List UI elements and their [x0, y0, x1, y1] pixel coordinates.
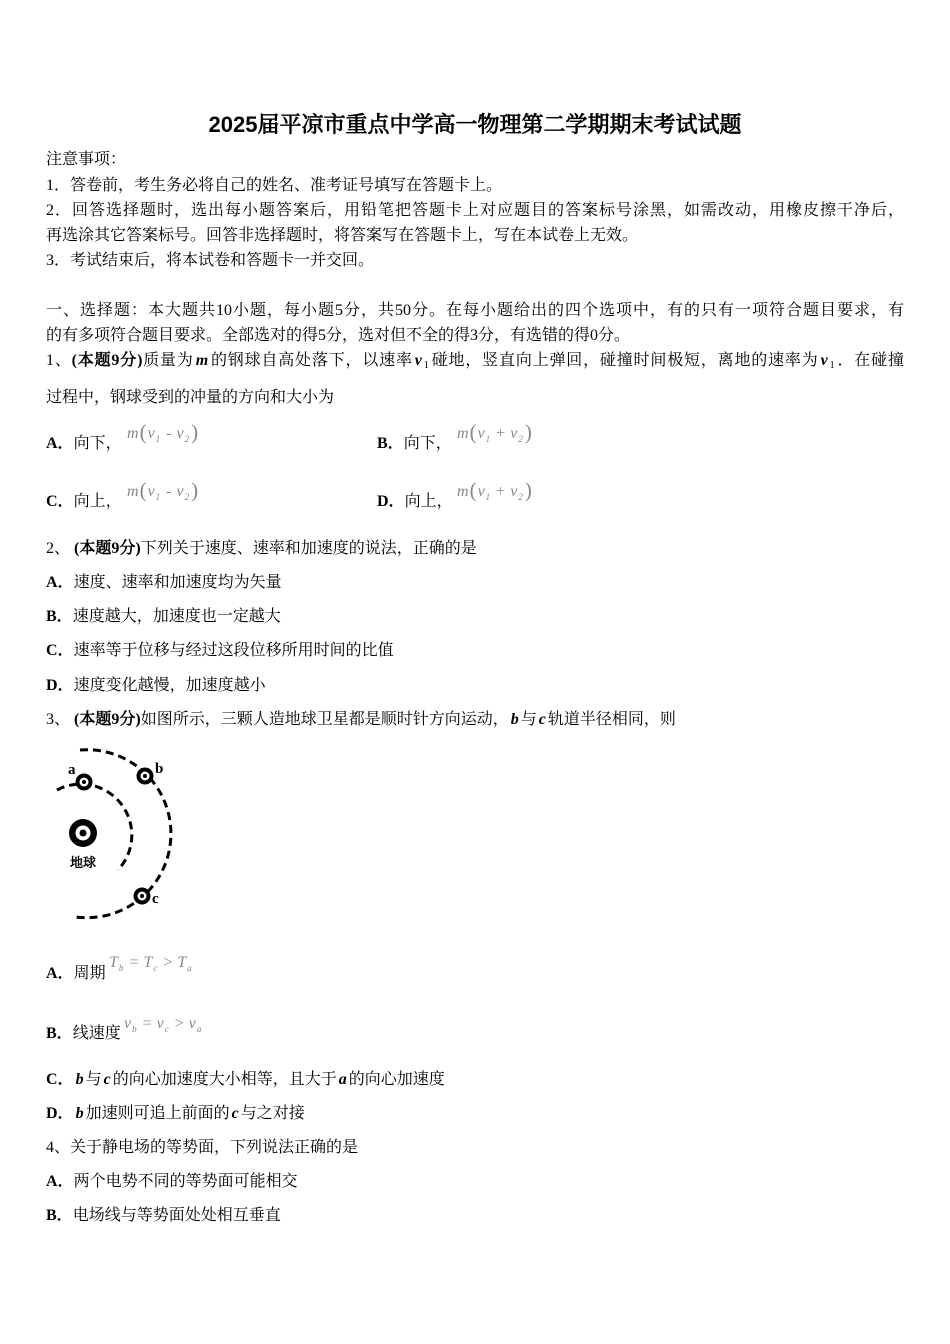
q4-option-b: [46, 1206, 281, 1226]
satellite-core: [140, 894, 144, 898]
label-a: a: [68, 762, 76, 778]
stem-text: 质量为: [142, 352, 194, 369]
option-letter: C．: [46, 493, 74, 510]
label-c: c: [152, 891, 159, 907]
formula-paren: ): [524, 420, 532, 444]
variable-c: c: [103, 1071, 111, 1088]
formula-subscript: 1: [155, 434, 161, 444]
formula-variable: T: [143, 954, 153, 971]
option-text: 周期: [73, 965, 106, 982]
formula-variable: v: [510, 425, 518, 442]
variable-v: v: [414, 352, 422, 369]
variable-c: c: [538, 711, 546, 728]
formula-subscript: 1: [485, 434, 491, 444]
variable-b: b: [510, 711, 519, 728]
option-text: 线速度: [72, 1025, 121, 1042]
question-4-stem: [46, 1138, 358, 1158]
formula-subscript: c: [153, 963, 158, 973]
stem-text: 与: [520, 711, 537, 728]
question-number: 3、: [46, 711, 75, 728]
earth-icon: [69, 819, 97, 847]
variable-c: c: [231, 1105, 239, 1122]
option-text: 向上，: [73, 493, 122, 510]
option-letter: B．: [46, 1025, 73, 1042]
option-text: 电场线与等势面处处相互垂直: [72, 1207, 281, 1224]
formula-operator: +: [496, 483, 506, 500]
formula-operator: -: [166, 425, 172, 442]
stem-text: 的钢球自高处落下，以速率: [210, 352, 413, 369]
question-number: 1、: [46, 352, 72, 369]
notice-heading: 注意事项：: [46, 151, 127, 168]
option-text: 速度、速率和加速度均为矢量: [73, 574, 282, 591]
formula-subscript: 2: [184, 434, 190, 444]
q3-option-b-formula: [124, 1012, 202, 1041]
variable-m: m: [195, 352, 209, 369]
subscript: 1: [423, 360, 429, 371]
option-text: 向下，: [403, 435, 452, 452]
formula-paren: (: [469, 420, 477, 444]
formula-variable: T: [177, 954, 187, 971]
formula-paren: ): [524, 478, 532, 502]
option-letter: A．: [46, 965, 74, 982]
question-number: 4、: [46, 1139, 71, 1156]
option-text: 加速则可追上前面的: [85, 1105, 230, 1122]
formula-subscript: 1: [155, 492, 161, 502]
option-text: 速率等于位移与经过这段位移所用时间的比值: [73, 642, 394, 659]
q3-option-b: [46, 1024, 121, 1044]
formula-operator: -: [166, 483, 172, 500]
option-text: 的向心加速度: [348, 1071, 445, 1088]
formula-variable: v: [510, 483, 518, 500]
option-text: 速度变化越慢，加速度越小: [73, 677, 266, 694]
formula-subscript: c: [164, 1024, 169, 1034]
notice-line-3: 再选涂其它答案标号。回答非选择题时，将答案写在答题卡上，写在本试卷上无效。: [46, 227, 639, 244]
q1-option-c-formula: [127, 478, 199, 509]
formula-paren: ): [191, 420, 199, 444]
option-text: 向下，: [73, 435, 122, 452]
formula-coefficient: m: [127, 483, 139, 500]
satellite-core: [82, 780, 86, 784]
variable-v: v: [820, 352, 828, 369]
question-3-stem: [46, 710, 676, 730]
question-number: 2、: [46, 540, 75, 557]
option-text: 与: [85, 1071, 102, 1088]
formula-variable: v: [147, 425, 155, 442]
q3-option-c: [46, 1070, 445, 1090]
formula-variable: v: [147, 483, 155, 500]
notice-line-4: 3．考试结束后，将本试卷和答题卡一并交回。: [46, 252, 375, 269]
q2-option-c: [46, 641, 394, 661]
stem-text: 轨道半径相同，则: [547, 711, 676, 728]
formula-paren: ): [191, 478, 199, 502]
question-1-stem-line-1: [46, 351, 904, 376]
option-letter: B．: [46, 608, 73, 625]
formula-variable: v: [176, 425, 184, 442]
formula-subscript: 2: [184, 492, 190, 502]
section-intro-line-2: 的有多项符合题目要求。全部选对的得5分，选对但不全的得3分，有选错的得0分。: [46, 327, 631, 344]
formula-operator: =: [142, 1015, 152, 1032]
option-letter: C．: [46, 642, 74, 659]
subscript: 1: [829, 360, 835, 371]
question-2-stem: [46, 539, 477, 559]
earth-core: [80, 830, 87, 837]
stem-text: ．在碰撞: [836, 352, 904, 369]
formula-subscript: a: [187, 963, 192, 973]
label-b: b: [155, 761, 164, 777]
satellite-b-icon: [137, 768, 154, 785]
option-letter: B．: [377, 435, 404, 452]
variable-b: b: [75, 1105, 84, 1122]
formula-variable: v: [188, 1015, 196, 1032]
points-label: (本题9分): [74, 540, 141, 557]
option-letter: D．: [46, 1105, 74, 1122]
formula-paren: (: [139, 420, 147, 444]
stem-text: 碰地，竖直向上弹回，碰撞时间极短，离地的速率为: [430, 352, 819, 369]
page-title: 2025届平凉市重点中学高一物理第二学期期末考试试题: [208, 112, 742, 137]
formula-operator: >: [163, 954, 173, 971]
formula-paren: (: [139, 478, 147, 502]
q1-option-d-formula: [457, 478, 533, 509]
question-1-stem-line-2: 过程中，钢球受到的冲量的方向和大小为: [46, 389, 335, 406]
option-text: 两个电势不同的等势面可能相交: [73, 1173, 298, 1190]
formula-subscript: b: [132, 1024, 137, 1034]
satellite-orbit-diagram: [40, 740, 190, 935]
option-letter: A．: [46, 435, 74, 452]
q2-option-d: [46, 676, 266, 696]
option-text: 的向心加速度大小相等，且大于: [112, 1071, 337, 1088]
q1-option-a: [46, 434, 122, 454]
q2-option-b: [46, 607, 281, 627]
points-label: (本题9分): [71, 352, 143, 369]
option-letter: A．: [46, 1173, 74, 1190]
formula-variable: v: [477, 483, 485, 500]
satellite-core: [143, 774, 147, 778]
option-letter: A．: [46, 574, 74, 591]
option-text: 向上，: [404, 493, 453, 510]
option-letter: C．: [46, 1071, 74, 1088]
formula-variable: v: [124, 1015, 132, 1032]
satellite-c-icon: [134, 888, 151, 905]
stem-text: 如图所示，三颗人造地球卫星都是顺时针方向运动，: [140, 711, 509, 728]
q3-option-d: [46, 1104, 305, 1124]
option-letter: D．: [377, 493, 405, 510]
q1-option-b-formula: [457, 420, 533, 451]
section-intro-line-1: 一、选择题：本大题共10小题，每小题5分，共50分。在每小题给出的四个选项中，有的只有一项符合题目要求，有: [46, 302, 904, 319]
label-earth: 地球: [69, 856, 97, 871]
formula-paren: (: [469, 478, 477, 502]
formula-coefficient: m: [127, 425, 139, 442]
formula-subscript: 1: [485, 492, 491, 502]
formula-operator: >: [174, 1015, 184, 1032]
q4-option-a: [46, 1172, 298, 1192]
formula-variable: T: [109, 954, 118, 971]
q3-option-a: [46, 964, 106, 984]
stem-text: 下列关于速度、速率和加速度的说法，正确的是: [140, 540, 477, 557]
q3-option-a-formula: [109, 951, 193, 980]
formula-variable: v: [477, 425, 485, 442]
option-text: 速度越大，加速度也一定越大: [72, 608, 281, 625]
notice-line-2: 2．回答选择题时，选出每小题答案后，用铅笔把答题卡上对应题目的答案标号涂黑，如需改动，用橡皮擦干净后，: [46, 202, 904, 219]
notice-line-1: 1．答卷前，考生务必将自己的姓名、准考证号填写在答题卡上。: [46, 177, 503, 194]
option-letter: D．: [46, 677, 74, 694]
q2-option-a: [46, 573, 282, 593]
formula-subscript: 2: [518, 492, 523, 502]
q1-option-a-formula: [127, 420, 199, 451]
points-label: (本题9分): [74, 711, 141, 728]
formula-operator: =: [129, 954, 139, 971]
satellite-a-icon: [76, 774, 93, 791]
option-text: 与之对接: [240, 1105, 305, 1122]
q1-option-d: [377, 492, 453, 512]
formula-variable: v: [176, 483, 184, 500]
formula-subscript: 2: [518, 434, 523, 444]
variable-b: b: [75, 1071, 84, 1088]
variable-a: a: [338, 1071, 347, 1088]
option-letter: B．: [46, 1207, 73, 1224]
formula-subscript: b: [118, 963, 124, 973]
q1-option-c: [46, 492, 122, 512]
formula-coefficient: m: [457, 425, 469, 442]
formula-coefficient: m: [457, 483, 469, 500]
formula-variable: v: [156, 1015, 164, 1032]
formula-subscript: a: [196, 1024, 202, 1034]
stem-text: 关于静电场的等势面，下列说法正确的是: [70, 1139, 359, 1156]
formula-operator: +: [496, 425, 506, 442]
q1-option-b: [377, 434, 452, 454]
